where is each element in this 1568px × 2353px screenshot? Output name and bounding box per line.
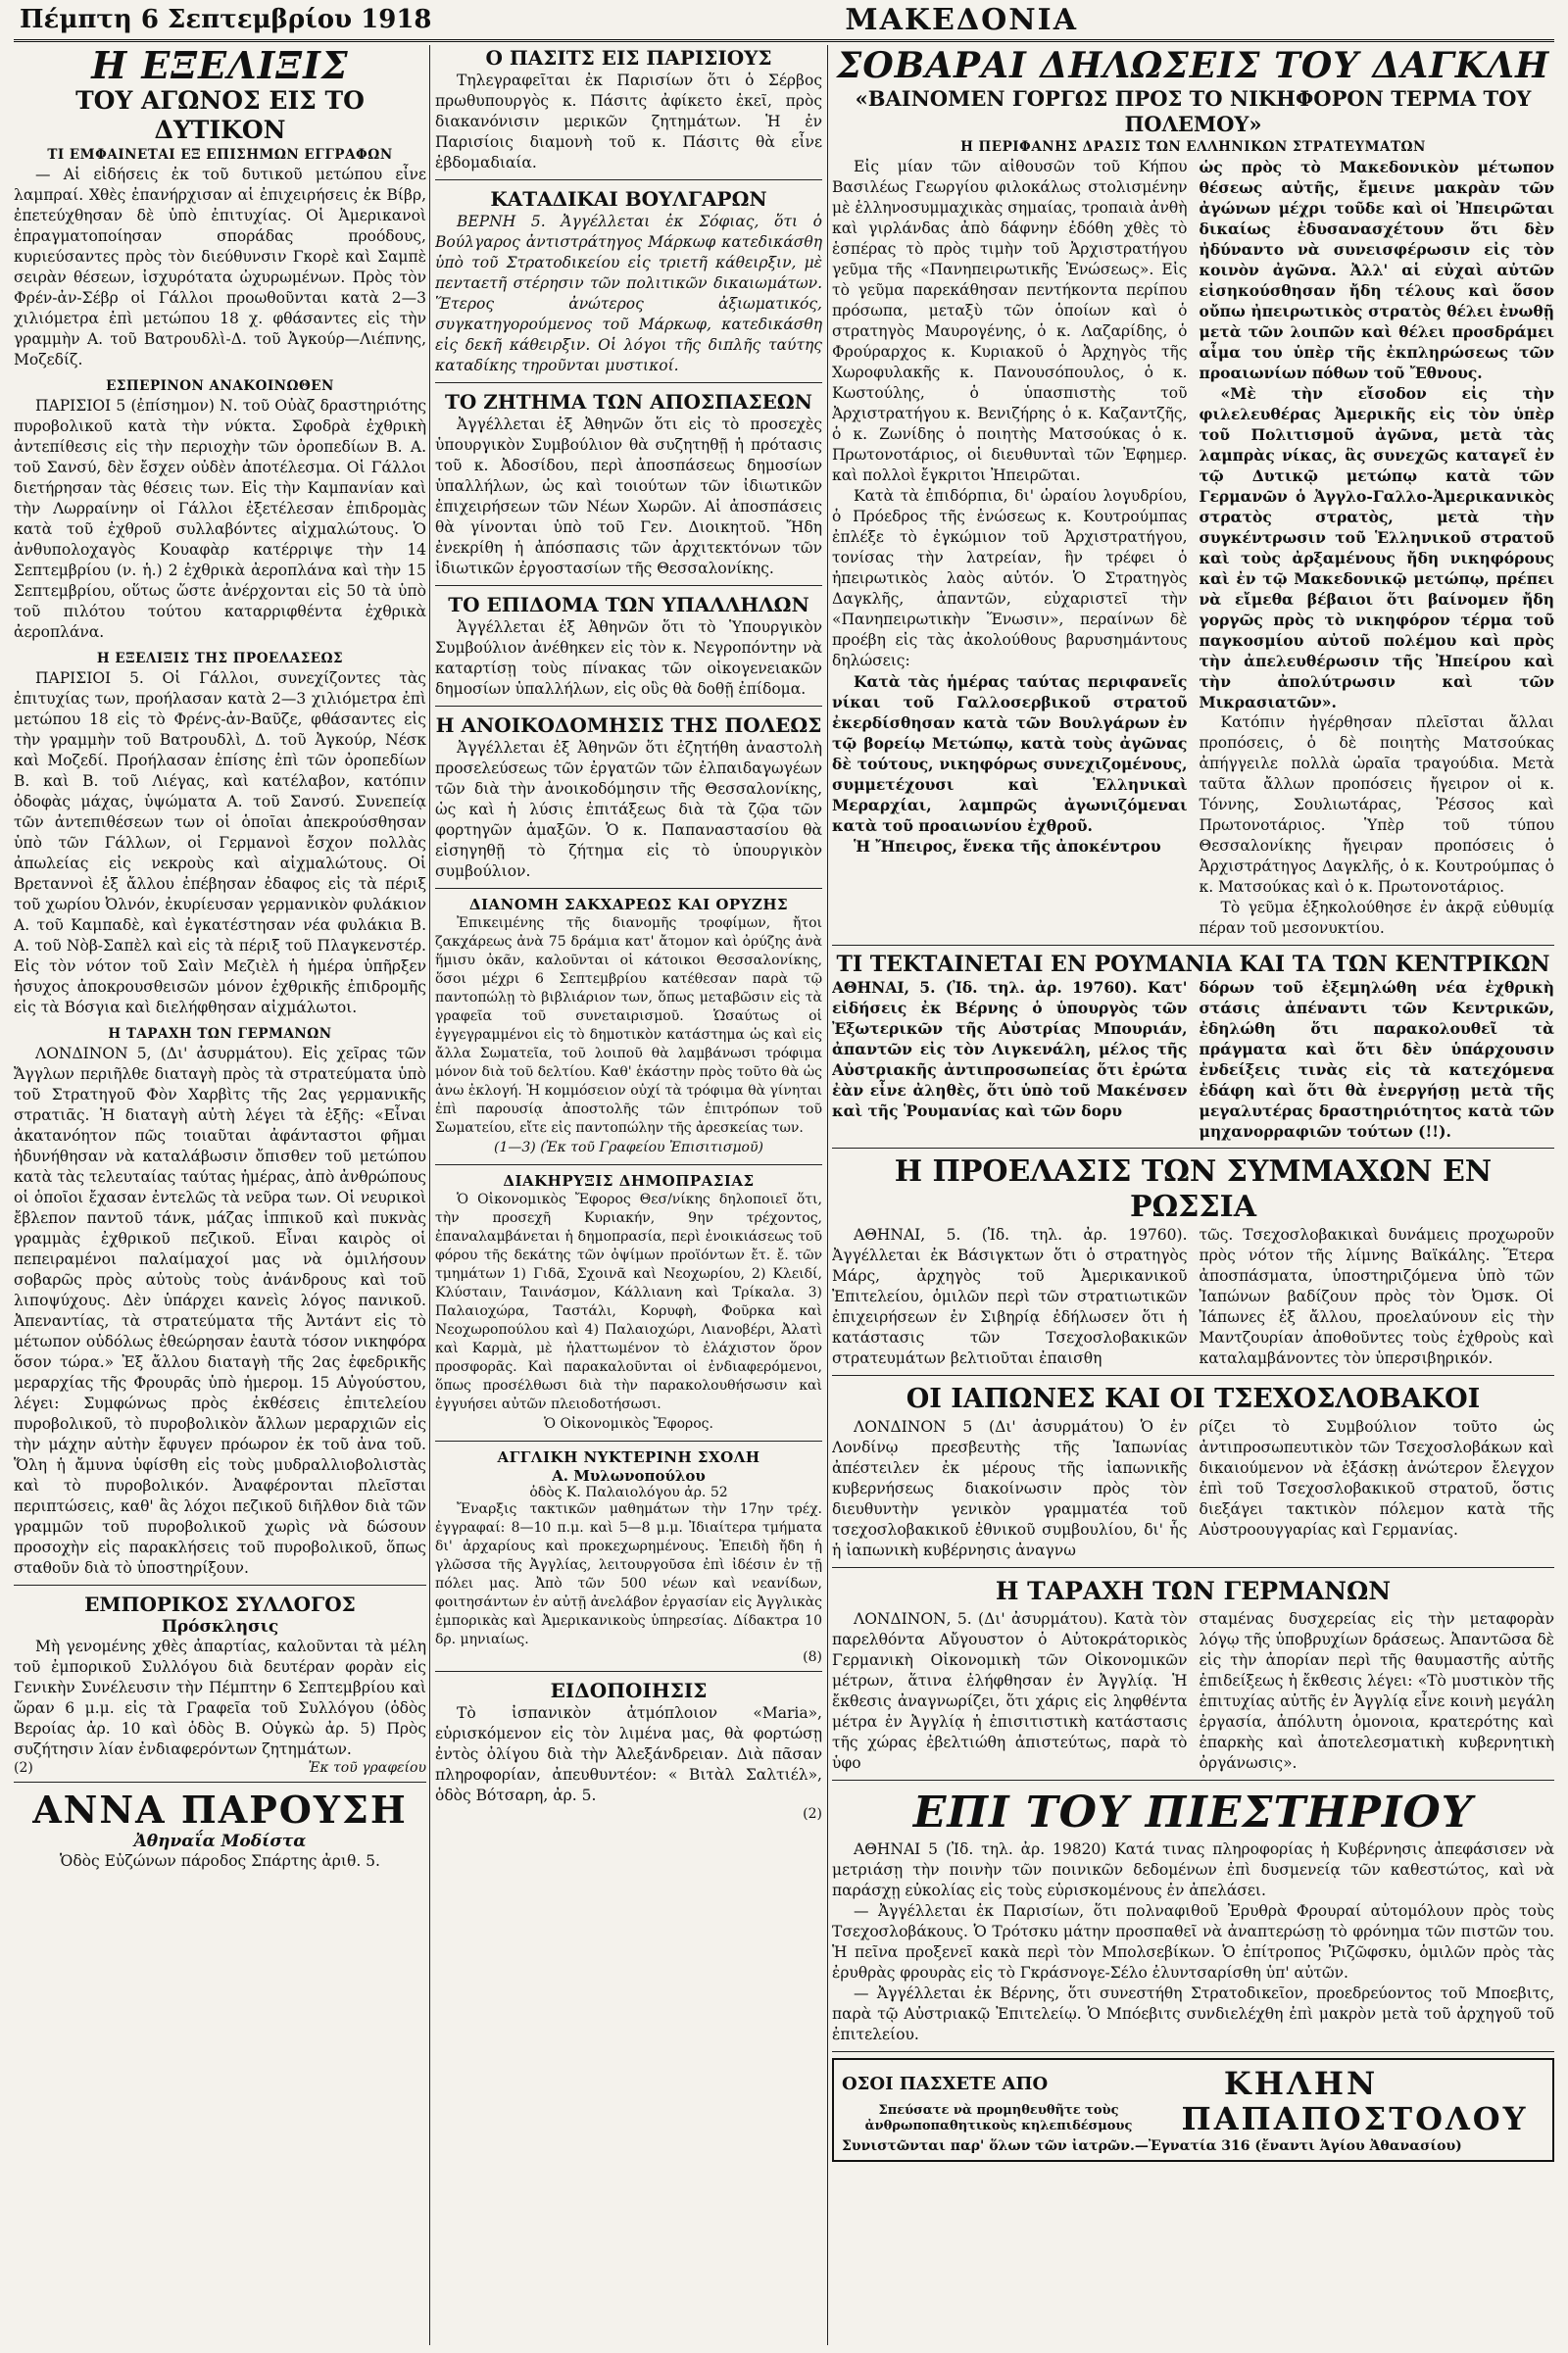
- article-body: Ὁ Οἰκονομικὸς Ἔφορος Θεσ/νίκης δηλοποιεῖ ὅτι, τὴν προσεχῆ Κυριακήν, 9ην τρέχοντος, ἐπαναλαμβάνεται ἡ δημοπρασία, περὶ ἐνοικιάσεως τοῦ φόρου τῆς δεκάτης τῶν ὀψίμων προϊόντων ἔτ. ἔ. τῶν τμημάτων 1) Γιδᾶ, Σχοινᾶ καὶ Νεοχωρίου, 2) Κλειδί, Κλύσταιν, Ταινάσμον, Κάλλιανη καὶ Τρίκαλα. 3) Παλαιοχώρα, Ταστάλι, Κορυφὴ, Φοῦρκα καὶ Νεοχωροπούλου καὶ 4) Παλαιοχώρι, Λιανοβέρι, Ἀλατὶ καὶ Καρμὰ, μὲ ἠλαττωμένον τὸ ἐλάχιστον ὅρον προσφορᾶς. Καὶ παρακαλοῦνται οἱ ἐνδιαφερόμενοι, ὅπως προσέλθωσι διὰ τὴν παρακολουθήσωσιν καὶ ἐγγυήσει αὐτῶν πλειοδοτήσωσι.: [435, 1192, 822, 1412]
- article-body: ρίζει τὸ Συμβούλιον τοῦτο ὡς ἀντιπροσωπευτικὸν τῶν Τσεχοσλοβάκων καὶ δικαιούμενον νὰ ἐξάσκῃ ἀνώτερον ἔλεγχον ἐπὶ τοῦ Τσεχοσλοβακικοῦ στρατοῦ, ὅστις διεξάγει τακτικὸν πόλεμον κατὰ τῆς Αὐστροουγγαρίας καὶ Γερμανίας.: [1199, 1418, 1554, 1539]
- columns: [14, 45, 1554, 2345]
- lead-title: ΣΟΒΑΡΑΙ ΔΗΛΩΣΕΙΣ ΤΟΥ ΔΑΓΚΛΗ: [836, 45, 1550, 86]
- ad-subtitle: Πρόσκλησις: [161, 1617, 279, 1637]
- ad-address: ὁδὸς Κ. Παλαιολόγου ἀρ. 52: [529, 1485, 728, 1500]
- article-title: ΚΑΤΑΔΙΚΑΙ ΒΟΥΛΓΑΡΩΝ: [490, 187, 767, 211]
- article-body: — Ἀγγέλλεται ἐκ Βέρνης, ὅτι συνεστήθη Στρατοδικεῖον, προεδρεύοντος τοῦ Μποεβιτς, παρὰ τῷ Αὐστριακῷ Ἐπιτελείῳ. Ὁ Μπόεβιτς συνδιελέχθη ἐπὶ μακρὸν μετὰ τοῦ ἀρχηγοῦ τοῦ ἐπιτελείου.: [832, 1985, 1554, 2043]
- article-body: ΑΘΗΝΑΙ, 5. (Ἰδ. τηλ. ἀρ. 19760). Ἀγγέλλεται ἐκ Βάσιγκτων ὅτι ὁ στρατηγὸς Μάρς, ἀρχηγὸς τοῦ Ἀμερικανικοῦ Ἐπιτελείου, ὁμιλῶν περὶ τῶν στρατιωτικῶν ἐπιχειρήσεων ἐν Σιβηρίᾳ ἐδήλωσεν ὅτι ἡ κατάστασις τῶν Τσεχοσλοβακικῶν στρατευμάτων βελτιοῦται ἐπαισθη: [832, 1226, 1188, 1367]
- article-body: ΛΟΝΔΙΝΟΝ 5, (Δι' ἀσυρμάτου). Εἰς χεῖρας τῶν Ἄγγλων περιῆλθε διαταγὴ πρὸς τὰ στρατεύματα ὑπὸ τοῦ Στρατηγοῦ Φὸν Χαρβὶτς τῆς 2ας γερμανικῆς στρατιᾶς. Ἡ διαταγὴ αὐτὴ λέγει τὰ ἑξῆς: «Εἶναι ἀκατανόητον πῶς τοιαῦται ἀφάνταστοι φῆμαι ἠδυνήθησαν νὰ καταλάβωσιν ὄπισθεν τοῦ μετώπου κατὰ τὰς τελευταίας ταύτας ἡμέρας, ἀπὸ ἀνθρώπους οἱ ὁποῖοι ἔχασαν ἐντελῶς τὰ νεῦρα των. Οἱ νευρικοὶ ἔβλεπον παντοῦ τάνκ, μάζας ἱππικοῦ καὶ πυκνὰς γραμμὰς ἐχθρικοῦ πεζικοῦ. Εἶναι καιρὸς οἱ πεπειραμένοι παλαίμαχοί μας νὰ ὁμιλήσουν σοβαρῶς πρὸς αὐτοὺς τοὺς ἀνάνδρους καὶ τοῦ λιποψύχους. Δὲν ὑπάρχει κανεὶς λόγος πανικοῦ. Ἀπεναντίας, τὰ στρατεύματα τῆς Ἀντάντ εἰς τὸ μέτωπον οὐδόλως ἐθεώρησαν ἑαυτὰ τόσον νικηφόρα ὅσον τώρα.» Ἐξ ἄλλου διαταγὴ τῆς 2ας ἐφεδρικῆς μεραρχίας τῆς Φρουρᾶς ὑπὸ ἡμερομ. 15 Αὐγούστου, λέγει: Συμφώνως πρὸς ἐκθέσεις ἐπιτελείου πυροβολικοῦ, τὸ πυροβολικὸν ἄλλων μεραρχιῶν εἰς τὴν μάχην αὐτὴν ἔφυγεν πρόωρον ἐκ τοῦ ἀνα τοῦ. Ὅλη ἡ ἄμυνα ὑφίσθη εἰς τοὺς μυδραλλιοβολιστὰς καὶ τὸ πυροβολικόν. Ἀναφέρονται πλεῖσται περιπτώσεις, καθ' ἃς λόχοι πεζικοῦ διῆλθον διὰ τῶν γραμμῶν τοῦ πυροβολικοῦ χωρὶς νὰ δώσουν προσοχὴν εἰς παρακλήσεις τοῦ πυροβολικοῦ, ὅπως σταθοῦν διὰ τὸ ὑποστηρίξουν.: [14, 1045, 426, 1577]
- divider: [435, 888, 822, 889]
- article-body: ὡς πρὸς τὸ Μακεδονικὸν μέτωπον θέσεως αὐτῆς, ἔμεινε μακρὰν τῶν ἀγώνων μέχρι τοῦδε καὶ οἱ Ἠπειρῶται δικαίως ἐδυσανασχέτουν ὅτι δὲν ἠδύναντο νὰ συνεισφέρωσιν εἰς τὸν κοινὸν ἀγῶνα. Ἀλλ' αἱ εὐχαὶ αὐτῶν εἰσηκούσθησαν ἤδη τέλους καὶ ὅσον οὔπω ἠπειρωτικὸς στρατὸς θέλει ἐνωθῇ μετὰ τῶν λοιπῶν καὶ θέλει προσδράμει αἷμα του ὑπὲρ τῆς ἐκπληρώσεως τῶν προαιωνίων πόθων τοῦ Ἔθνους.: [1199, 158, 1554, 382]
- divider: [435, 706, 822, 707]
- article-body: — Αἱ εἰδήσεις ἐκ τοῦ δυτικοῦ μετώπου εἶνε λαμπραί. Χθὲς ἐπανήρχισαν αἱ ἐπιχειρήσεις ἐκ Βίβρ, ἐπετεύχθησαν δὲ ὑπὸ ἐπιτυχίας. Οἱ Ἀμερικανοὶ ἐπραγματοποίησαν σποράδας προόδους, κυριεύσαντες πρὸς τὸν διεύθυνσιν Γκορὲ καὶ Σαμπὲ σειρὰν θέσεων, ἰσχυρότατα ὠχυρωμένων. Πρὸς τὸν Φρέν-ἀν-Σέβρ οἱ Γάλλοι προωθοῦνται κατὰ 2—3 χιλιόμετρα ἐπὶ μετώπου 18 χ. φθάσαντες εἰς τὴν γραμμὴν Α. τοῦ Βατρουδλὶ-Δ. τοῦ Ἀγκούρ—Λιέπνης, Μοζεδίζ.: [14, 166, 426, 368]
- article-title: ΟΙ ΙΑΠΩΝΕΣ ΚΑΙ ΟΙ ΤΣΕΧΟΣΛΟΒΑΚΟΙ: [906, 1384, 1481, 1414]
- column-rule: [429, 45, 430, 2345]
- column-2: [435, 45, 822, 2345]
- article-title: Η ΤΑΡΑΧΗ ΤΩΝ ΓΕΡΜΑΝΩΝ: [995, 1577, 1392, 1605]
- article-subtitle: ΤΟΥ ΑΓΩΝΟΣ ΕΙΣ ΤΟ ΔΥΤΙΚΟΝ: [75, 86, 365, 144]
- divider: [832, 1567, 1554, 1568]
- article-signature: (1—3) (Ἐκ τοῦ Γραφείου Ἐπισιτισμοῦ): [494, 1140, 763, 1155]
- article-body: Ἐπικειμένης τῆς διανομῆς τροφίμων, ἤτοι ζακχάρεως ἀνὰ 75 δράμια κατ' ἄτομον καὶ ὀρύζης ἀνὰ ἥμισυ ὀκᾶν, καλοῦνται οἱ κάτοικοι Θεσσαλονίκης, ὅσοι μέχρι 6 Σεπτεμβρίου κατέθεσαν παρὰ τῷ παντοπώλῃ τὸ βιβλιάριον των, ὅπως μεταβῶσιν εἰς τὰ γραφεῖα τοῦ συνεταιρισμοῦ. Ὡσαύτως οἱ ἐγγεγραμμένοι εἰς τὸ δημοτικὸν κατάστημα ὡς καὶ εἰς ἄλλα Σωματεῖα, τοῦ λοιποῦ θὰ λαμβάνωσι τρόφιμα μόνον διὰ τοῦ δελτίου. Καθ' ἑκάστην πρὸς τοῦτο θὰ ὡς ἀνω ἐκλογή. Ἡ κομμόσειον οὐχί τὰ τρόφιμα θὰ γίνηται ἐπὶ παρουσίᾳ ἀποστολῆς τῶν ἐπιτρόπων τοῦ Σωματείου, εἴτε εἰς παντοπώλην τῆς ἀρεσκείας των.: [435, 915, 822, 1136]
- article-body: δόρων τοῦ ἐξεμηλώθη νέα ἐχθρικὴ στάσις ἀπέναντι τῶν Κεντρικῶν, ἐδηλώθη ὅτι παρακολουθεῖ τὰ πράγματα καὶ ὅτι δὲν ὑπάρχουσιν ἐνδείξεις τινὰς εἰς τὰ κατεχόμενα ἐδάφη καὶ ὅτι θὰ ἐνεργήσῃ μετὰ τῆς μεγαλυτέρας δραστηριότητος κατὰ τῶν μηχανορραφιῶν τούτων (!!).: [1199, 978, 1554, 1141]
- ad-footer-text: Συνιστῶνται παρ' ὅλων τῶν ἰατρῶν.—Ἐγνατία 316 (ἔναντι Ἁγίου Ἀθανασίου): [842, 2138, 1462, 2154]
- article-title: ΔΙΑΚΗΡΥΞΙΣ ΔΗΜΟΠΡΑΣΙΑΣ: [503, 1172, 755, 1190]
- article-body: Κατὰ τὰς ἡμέρας ταύτας περιφανεῖς νίκαι τοῦ Γαλλοσερβικοῦ στρατοῦ ἐκερδίσθησαν κατὰ τῶν Βουλγάρων ἐν τῷ βορείῳ Μετώπῳ, κατὰ τοὺς ἀγῶνας δὲ τούτους, νικηφόρως συνεχιζομένους, συμμετέχουσι καὶ Ἑλληνικαὶ Μεραρχίαι, λαμπρῶς ἀγωνιζόμεναι κατὰ τοῦ προαιωνίου ἐχθροῦ.: [832, 672, 1188, 835]
- ad-signature: Ἐκ τοῦ γραφείου: [308, 1760, 426, 1776]
- ad-lead: ΟΣΟΙ ΠΑΣΧΕΤΕ ΑΠΟ: [842, 2073, 1049, 2094]
- article-body: Τηλεγραφεῖται ἐκ Παρισίων ὅτι ὁ Σέρβος πρωθυπουργὸς κ. Πάσιτς ἀφίκετο ἐκεῖ, πρὸς διακανόνισιν μερικῶν ζητημάτων. Ἡ ἐν Παρισίοις διαμονὴ τοῦ κ. Πάσιτς θὰ εἶνε ἑβδομαδιαία.: [435, 72, 822, 172]
- article-title: ΔΙΑΝΟΜΗ ΣΑΚΧΑΡΕΩΣ ΚΑΙ ΟΡΥΖΗΣ: [468, 896, 789, 913]
- divider: [832, 2051, 1554, 2052]
- article-body-columns: [832, 1225, 1554, 1369]
- article-title: ΕΣΠΕΡΙΝΟΝ ΑΝΑΚΟΙΝΩΘΕΝ: [106, 378, 334, 394]
- ad-address: Ὁδὸς Εὐζώνων πάροδος Σπάρτης ἀριθ. 5.: [60, 1852, 380, 1870]
- article-body-columns: [832, 977, 1554, 1142]
- article-body: Ἡ Ἤπειρος, ἕνεκα τῆς ἀποκέντρου: [854, 837, 1161, 856]
- ad-small-text: Σπεύσατε νὰ προμηθευθῆτε τοὺς ἀνθρωποπαθητικοὺς κηλεπιδέσμους: [864, 2103, 1133, 2133]
- article-title: Η ΕΞΕΛΙΞΙΣ ΤΗΣ ΠΡΟΕΛΑΣΕΩΣ: [96, 651, 344, 666]
- article-body-columns: [832, 1609, 1554, 1774]
- article-body: Κατὰ τὰ ἐπιδόρπια, δι' ὡραίου λογυδρίου, ὁ Πρόεδρος τῆς ἑνώσεως κ. Κουτρούμπας ἐπλέξε τὸ ἐγκώμιον τοῦ Ἀρχιστρατήγου, τονίσας τὴν λατρείαν, ἣν τρέφει ὁ ἠπειρωτικὸς λαὸς αὐτόν. Ὁ Στρατηγὸς Δαγκλῆς, ἀπαντῶν, εὐχαριστεῖ τὴν «Πανηπειρωτικὴν Ἕνωσιν», περαίνων δὲ προέβη εἰς τὰς ἀκολούθους βαρυσημάντους δηλώσεις:: [832, 487, 1188, 669]
- ad-title: ΕΙΔΟΠΟΙΗΣΙΣ: [550, 1679, 708, 1702]
- column-1: [14, 45, 426, 2345]
- article-title: ΕΠΙ ΤΟΥ ΠΙΕΣΤΗΡΙΟΥ: [912, 1788, 1474, 1838]
- divider: [435, 179, 822, 180]
- ad-footer: [14, 1760, 426, 1776]
- article-body: σταμένας δυσχερείας εἰς τὴν μεταφορὰν λόγῳ τῆς ὑποβρυχίων δράσεως. Ἀπαντῶσα δὲ εἰς τὴν ἀπορίαν περὶ τῆς θαυμαστῆς αὐτῆς ἐπιδείξεως ἡ ἔκθεσις λέγει: «Τὸ μυστικὸν τῆς ἐπιτυχίας αὐτῆς ἐν Ἀγγλίᾳ εἶνε κοινὴ μεγάλη ἐργασία, ἀπόλυτη ὁμονοια, κρατερότης καὶ ἐπαρκὴς καὶ ἀποτελεσματικὴ κυβερνητικὴ ὀργάνωσις».: [1199, 1610, 1554, 1772]
- ad-name: ΑΝΝΑ ΠΑΡΟΥΣΗ: [32, 1788, 408, 1832]
- article-title: ΤΟ ΕΠΙΔΟΜΑ ΤΩΝ ΥΠΑΛΛΗΛΩΝ: [448, 593, 809, 616]
- article-body: Κατόπιν ἠγέρθησαν πλεῖσται ἄλλαι προπόσεις, ὁ δὲ ποιητὴς Ματσούκας ἀπήγγειλε πολλὰ ὡραῖα τραγούδια. Μετὰ ταῦτα ἄλλων προπόσεις ἤγειρον οἱ κ. Τόννης, Σουλιωτάρας, Ῥέσσος καὶ Πρωτονοτάριος. Ὑπὲρ τοῦ τύπου Θεσσαλονίκης ἤγειραν προπόσεις ὁ Ἀρχιστράτηγος Δαγκλῆς, ὁ κ. Κουτρούμπας ὁ κ. Ματσούκας καὶ ὁ κ. Πρωτονοτάριος.: [1199, 713, 1554, 896]
- lead-body: [832, 157, 1554, 939]
- divider: [435, 1441, 822, 1442]
- lead-subtitle: «ΒΑΙΝΟΜΕΝ ΓΟΡΓΩΣ ΠΡΟΣ ΤΟ ΝΙΚΗΦΟΡΟΝ ΤΕΡΜΑ ΤΟΥ ΠΟΛΕΜΟΥ»: [855, 86, 1532, 136]
- article-body: ΠΑΡΙΣΙΟΙ 5 (ἐπίσημον) Ν. τοῦ Οὐὰζ δραστηριότης πυροβολικοῦ κατὰ τὴν νύκτα. Σφοδρὰ ἐχθρικὴ ἀντεπίθεσις εἰς τὴν περιοχὴν τῶν ὀροπεδίων Β. Α. τοῦ Σανσύ, δὲν ἔσχεν οὐδὲν ἀποτέλεσμα. Οἱ Γάλλοι διετήρησαν τὰς θέσεις των. Εἰς τὴν Καμπανίαν καὶ τὴν Λωρραίνην οἱ Γάλλοι ἐξετέλεσαν ἐπιδρομὰς κατὰ τοῦ ἐχθροῦ συλλαβόντες αἰχμαλώτους. Ὁ ἀνθυπολοχαγὸς Κουαφὰρ κατέρριψε τὴν 14 Σεπτεμβρίου (ν. ἡ.) 2 ἐχθρικὰ ἀεροπλάνα καὶ τὴν 15 Σεπτεμβρίου, οὕτως ὥστε ἀνέρχονται εἰς 50 τὰ ὑπὸ τοῦ πιλότου τούτου καταρριφθέντα ἐχθρικὰ ἀεροπλάνα.: [14, 397, 426, 641]
- advertisement: [832, 2058, 1554, 2162]
- divider: [832, 1780, 1554, 1781]
- divider: [14, 1585, 426, 1586]
- ad-number: (8): [803, 1649, 822, 1665]
- divider: [832, 1375, 1554, 1376]
- ad-number: (2): [14, 1760, 33, 1776]
- ad-title: ΑΓΓΛΙΚΗ ΝΥΚΤΕΡΙΝΗ ΣΧΟΛΗ: [497, 1448, 760, 1466]
- article-title: Ο ΠΑΣΙΤΣ ΕΙΣ ΠΑΡΙΣΙΟΥΣ: [485, 46, 772, 70]
- divider: [832, 945, 1554, 946]
- paper-name: ΜΑΚΕΔΟΝΙΑ: [845, 2, 1078, 37]
- divider: [832, 1148, 1554, 1149]
- article-title: ΤΙ ΤΕΚΤΑΙΝΕΤΑΙ ΕΝ ΡΟΥΜΑΝΙΑ ΚΑΙ ΤΑ ΤΩΝ ΚΕΝΤΡΙΚΩΝ: [836, 952, 1550, 977]
- ad-title: ΕΜΠΟΡΙΚΟΣ ΣΥΛΛΟΓΟΣ: [84, 1593, 356, 1616]
- article-body: Ἀγγέλλεται ἐξ Ἀθηνῶν ὅτι τὸ Ὑπουργικὸν Συμβούλιον ἀνέθηκεν εἰς τὸν κ. Νεγροπόντην νὰ καταρτίσῃ τοὺς πίνακας τῶν οἰκογενειακῶν δημοσίων ὑπαλλήλων, εἰς οὓς θὰ δοθῇ ἐπίδομα.: [435, 618, 822, 698]
- article-body: τῶς. Τσεχοσλοβακικαὶ δυνάμεις προχωροῦν πρὸς νότον τῆς λίμνης Βαϊκάλης. Ἕτερα ἀποσπάσματα, ὑποστηριζόμενα ὑπὸ τῶν Ἰαπώνων βαδίζουν πρὸς τὸν Ὀμσκ. Οἱ Ἰάπωνες ἐξ ἄλλου, προελαύνουν εἰς τὴν Μαντζουρίαν ἀποθοῦντες τοὺς ἐχθροὺς καὶ καταλαμβάνοντες τὸν ὑπερσιβηρικόν.: [1199, 1226, 1554, 1367]
- ad-body: Μὴ γενομένης χθὲς ἀπαρτίας, καλοῦνται τὰ μέλη τοῦ ἐμπορικοῦ Συλλόγου διὰ δευτέραν φορὰν εἰς Γενικὴν Συνέλευσιν τὴν Πέμπτην 6 Σεπτεμβρίου καὶ ὥραν 6 μ.μ. εἰς τὰ Γραφεῖα τοῦ Συλλόγου (ὁδὸς Βεροίας ἀρ. 10 καὶ ὁδὸς Β. Οὐγκὼ ἀρ. 5) Πρὸς συζήτησιν λίαν ἐνδιαφερόντων ζητημάτων.: [14, 1638, 426, 1758]
- column-3: [832, 45, 1554, 2345]
- article-body: ΑΘΗΝΑΙ, 5. (Ἰδ. τηλ. ἀρ. 19760). Κατ' εἰδήσεις ἐκ Βέρνης ὁ ὑπουργὸς τῶν Ἐξωτερικῶν τῆς Αὐστρίας Μπουριάν, ἀπαντῶν εἰς τὸν Λιγκενάλη, μέλος τῆς Αὐστριακῆς ἀντιπροσωπείας ὅτι ἐρώτα ἐὰν εἶνε ἀληθὲς, ὅτι ὑπὸ τοῦ Μακένσεν καὶ τῆς Ῥουμανίας καὶ τῶν δορυ: [832, 978, 1188, 1120]
- article-title: ΤΟ ΖΗΤΗΜΑ ΤΩΝ ΑΠΟΣΠΑΣΕΩΝ: [445, 390, 812, 414]
- article-title: Η ΠΡΟΕΛΑΣΙΣ ΤΩΝ ΣΥΜΜΑΧΩΝ ΕΝ ΡΩΣΣΙΑ: [894, 1154, 1493, 1224]
- article-kicker: ΤΙ ΕΜΦΑΙΝΕΤΑΙ ΕΞ ΕΠΙΣΗΜΩΝ ΕΓΓΡΑΦΩΝ: [47, 147, 393, 163]
- article-body: ΑΘΗΝΑΙ 5 (Ἰδ. τηλ. ἀρ. 19820) Κατά τινας πληροφορίας ἡ Κυβέρνησις ἀπεφάσισεν νὰ μετριάσῃ τὴν ποινὴν τῶν ποινικῶν δεδομένων ἐπὶ δυσμενείᾳ τῶν καθεστώτος, καὶ νὰ παράσχῃ εὐκολίας εἰς τοὺς εὑρισκομένους ἐν ἀπελάσει.: [832, 1840, 1554, 1899]
- article-title: Η ΕΞΕΛΙΞΙΣ: [91, 45, 349, 87]
- ad-body: Ἔναρξις τακτικῶν μαθημάτων τὴν 17ην τρέχ. ἐγγραφαί: 8—10 π.μ. καὶ 5—8 μ.μ. Ἰδιαίτερα τμήματα δι' ἀρχαρίους καὶ προκεχωρημένους. Ἐπειδὴ ἤδη ἡ γλῶσσα τῆς Ἀγγλίας, λειτουργοῦσα ἐπὶ ἰδέσιν ἐν τῇ πόλει μας. Ἀπὸ τῶν 500 νέων καὶ νεανίδων, φοιτησάντων ἐν αὐτῇ ἀνελάβον ἐργασίαν εἰς Ἀγγλικὰς ἐμπορικὰς καὶ Ἀμερικανικοὺς ὑπηρεσίας. Δίδακτρα 10 δρ. μηνιαίως.: [435, 1501, 822, 1647]
- article-body: «Μὲ τὴν εἴσοδον εἰς τὴν φιλελευθέρας Ἀμερικῆς εἰς τὸν ὑπὲρ τοῦ Πολιτισμοῦ ἀγῶνα, μετὰ τὰς λαμπρὰς νίκας, ἃς συνεχῶς καταγεῖ ἐν τῷ Δυτικῷ μετώπῳ κατὰ τῶν Γερμανῶν ὁ Ἀγγλο-Γαλλο-Ἀμερικανικὸς στρατὸς στρατὸς, μετὰ τὴν συγκέντρωσιν τοῦ Ἑλληνικοῦ στρατοῦ καὶ τοὺς ἀρξαμένους ἤδη νικηφόρους καὶ ἐν τῷ Μακεδονικῷ μετώπῳ, πρέπει νὰ εἴμεθα βέβαιοι ὅτι βαίνομεν ἤδη γοργῶς πρὸς τὸ νικηφόρον τέρμα τοῦ παγκοσμίου αὐτοῦ πολέμου καὶ πρὸς τὴν ἀπελευθέρωσιν τῆς Ἠπείρου καὶ τὴν ἀπολύτρωσιν καὶ τῶν Μικρασιατῶν».: [1199, 384, 1554, 711]
- article-signature: Ὁ Οἰκονομικὸς Ἔφορος.: [544, 1416, 713, 1432]
- divider: [14, 1782, 426, 1783]
- masthead: [14, 0, 1554, 42]
- article-body-columns: [832, 1417, 1554, 1561]
- article-title: Η ΑΝΟΙΚΟΔΟΜΗΣΙΣ ΤΗΣ ΠΟΛΕΩΣ: [435, 713, 822, 737]
- ad-number: (2): [803, 1806, 822, 1822]
- divider: [435, 585, 822, 586]
- article-body: ΛΟΝΔΙΝΟΝ 5 (Δι' ἀσυρμάτου) Ὁ ἐν Λονδίνῳ πρεσβευτὴς τῆς Ἰαπωνίας ἀπέστειλεν ἐκ μέρους τῆς ἰαπωνικῆς κυβερνήσεως διακοίνωσιν πρὸς τὸν διευθυντὴν γενικὸν γραμματέα τοῦ τσεχοσλοβακικοῦ ἐθνικοῦ συμβουλίου, δι' ἧς ἡ ἰαπωνικὴ κυβέρνησις ἀναγνω: [832, 1418, 1188, 1559]
- column-rule: [827, 45, 828, 2345]
- article-body: Τὸ γεῦμα ἐξηκολούθησε ἐν ἀκρᾷ εὐθυμίᾳ πέραν τοῦ μεσονυκτίου.: [1199, 899, 1554, 937]
- article-body: Εἰς μίαν τῶν αἰθουσῶν τοῦ Κήπου Βασιλέως Γεωργίου φιλοκάλως στολισμένην μὲ ἑλληνοσυμμαχικὰς σημαίας, τροπαιὰ ἀνθὴ καὶ γιρλάνδας ἀπὸ δάφνην ἐδόθη χθὲς τὸ ἑσπέρας τὸ πρὸς τιμὴν τοῦ Ἀρχιστρατήγου γεῦμα τῆς «Πανηπειρωτικῆς Ἑνώσεως». Εἰς τὸ γεῦμα παρεκάθησαν πεντήκοντα περίπου πρόσωπα, μεταξὺ τῶν ὁποίων καὶ ὁ στρατηγὸς Μαυρογένης, ὁ κ. Λαζαρίδης, ὁ Φρούραρχος κ. Κυριακοῦ ὁ Ἀρχηγὸς τῆς Χωροφυλακῆς κ. Πανουσόπουλος, ὁ κ. Κωστούλης, ὁ ὑπασπιστὴς τοῦ Ἀρχιστρατήγου κ. Βενιζήρης ὁ κ. Καζαντζῆς, ὁ κ. Ζωνίδης ὁ ποιητὴς Ματσούκας ὁ κ. Πρωτονοτάριος, οἱ διευθυνταὶ τῶν Ἐφημερ. καὶ πολλοὶ ἔγκριτοι Ἠπειρῶται.: [832, 158, 1188, 484]
- divider: [435, 382, 822, 383]
- ad-name: ΠΑΠΑΠΟΣΤΟΛΟΥ: [1181, 2100, 1529, 2137]
- ad-body: Τὸ ἰσπανικὸν ἀτμόπλοιον «Maria», εὑρισκόμενον εἰς τὸν λιμένα μας, θὰ φορτώσῃ ἐντὸς ὀλίγου διὰ τὴν Ἀλεξάνδρειαν. Διὰ πᾶσαν πληροφορίαν, ἀπευθυντέον: « Βιτὰλ Σαλτιέλ», ὁδὸς Βότσαρη, ἀρ. 5.: [435, 1704, 822, 1804]
- article-body: ΠΑΡΙΣΙΟΙ 5. Οἱ Γάλλοι, συνεχίζοντες τὰς ἐπιτυχίας των, προήλασαν κατὰ 2—3 χιλιόμετρα ἐπὶ μετώπου 18 εἰς τὸ Φρένς-ἀν-Βαῦζε, φθάσαντες εἰς τὴν γραμμὴν τοῦ Βατρουδλὶ, Δ. τοῦ Ἀγκούρ, Νέσκ καὶ Μοζεδί. Προήλασαν ἐπίσης ἐπὶ τῶν ὀροπεδίων Β. καὶ Β. τοῦ Λιέγας, καὶ κατέλαβον, κατόπιν ὀδοφὰς μάχας, ὑψώματα Α. τοῦ Σανσύ. Συνεπείᾳ τῶν ἀντεπιθέσεων των οἱ ὁποῖαι ἀπεκρούσθησαν ὑπὸ τῶν Γάλλων, οἱ Γερμανοὶ ἔσχον πολλὰς ἀπωλείας εἰς νεκροὺς καὶ αἰχμαλώτους. Οἱ Βρεταννοὶ ἐξ ἄλλου ἐπέβησαν ἐδαφος εἰς τὰ πέριξ τοῦ χωρίου Ὀλνόν, ἐκυρίευσαν γερμανικὸν φυλάκιον Α. τοῦ Καμπαδὲ, καὶ ἐγκατέστησαν νέα φυλάκια Β. Α. τοῦ Νὸβ-Σαπὲλ καὶ εἰς τὰ πέριξ τοῦ Πλαγκενστέρ. Εἰς τὸν νότον τοῦ Σαὶν Μεζιὲλ ἡ ἡμέρα ὑπῆρξεν ἡσυχος ἀποκρουσθεισῶν μόνον ἐχθρικῆς ἐπιδρομῆς εἰς τὰ Βόσγια καὶ διελήφθησαν αἰχμάλωτοι.: [14, 669, 426, 1016]
- article-body: Ἀγγέλλεται ἐξ Ἀθηνῶν ὅτι εἰς τὸ προσεχὲς ὑπουργικὸν Συμβούλιον θὰ συζητηθῇ ἡ πρότασις τοῦ κ. Ἀδοσίδου, περὶ ἀποσπάσεως δημοσίων ὑπαλλήλων, ὡς καὶ τοιούτων τῶν ἰδιωτικῶν ἐπιχειρήσεων τῶν Νέων Χωρῶν. Αἱ ἀποσπάσεις θὰ γίνονται ὑπὸ τοῦ Γεν. Διοικητοῦ. Ἤδη ἐνεκρίθη ἡ ἀπόσπασις τῶν ἀρχιτεκτόνων τῶν ἰδιωτικῶν ἐργοστασίων τῆς Θεσσαλονίκης.: [435, 416, 822, 577]
- article-body: — Ἀγγέλλεται ἐκ Παρισίων, ὅτι πολναφιθοῦ Ἐρυθρὰ Φρουραί αὐτομόλουν πρὸς τοὺς Τσεχοσλοβάκους. Ὁ Τρότσκυ μάτην προσπαθεῖ νὰ ἀναπτερώσῃ τὸ φρόνημα τῶν πιστῶν του. Ἡ πεῖνα προξενεῖ κακὰ περὶ τὸν Μπολσεβίκων. Ὁ ἐπίτροπος Ῥιζῶφσκυ, ὁμιλῶν πρὸς τὰς ἐρυθρὰς φρουρὰς εἰς τὸ Γκράσνογε-Σέλο ἐλυντσαρίσθη ὑπ' αὐτῶν.: [832, 1902, 1554, 1982]
- article-body: Ἀγγέλλεται ἐξ Ἀθηνῶν ὅτι ἐζητήθη ἀναστολὴ προσελεύσεως τῶν ἐργατῶν τῶν ἐλπαιδαγωγέων τῶν διὰ τὴν ἀνοικοδόμησιν τῆς Θεσσαλονίκης, ὡς καὶ ἡ λύσις ἐπιτάξεως διὰ τὰ ζῷα τῶν φορτηγῶν ἁμαξῶν. Ὁ κ. Παπαναστασίου θὰ εἰσηγηθῇ τὸ ζήτημα εἰς τὸ ὑπουργικὸν συμβούλιον.: [435, 739, 822, 880]
- article-body: ΛΟΝΔΙΝΟΝ, 5. (Δι' ἀσυρμάτου). Κατὰ τὸν παρελθόντα Αὔγουστον ὁ Αὐτοκράτορικὸς Γερμανικὴ Οἰκονομικὴ τῶν Οἰκονομικῶν μέτρων, ἅτινα ἐλήφθησαν ἐν Ἀγγλίᾳ. Ἡ ἔκθεσις ἀναγνωρίζει, ὅτι χάρις εἰς ληφθέντα μέτρα ἐν Ἀγγλίᾳ ἡ ἐπισιτιστικὴ κατάστασις τῆς χώρας ἐβελτιώθη ἀπιστεύτως, παρὰ τὸ ὑφο: [832, 1610, 1188, 1772]
- article-title: Η ΤΑΡΑΧΗ ΤΩΝ ΓΕΡΜΑΝΩΝ: [108, 1026, 332, 1042]
- ad-subtitle: Ἀθηναΐα Μοδίστα: [133, 1832, 307, 1851]
- divider: [435, 1164, 822, 1165]
- ad-subtitle: Α. Μυλωνοπούλου: [552, 1467, 706, 1485]
- ad-headline: ΚΗΛΗΝ: [1223, 2065, 1379, 2102]
- issue-date: Πέμπτη 6 Σεπτεμβρίου 1918: [20, 5, 432, 34]
- divider: [435, 1671, 822, 1672]
- article-body: ΒΕΡΝΗ 5. Ἀγγέλλεται ἐκ Σόφιας, ὅτι ὁ Βούλγαρος ἀντιστράτηγος Μάρκωφ κατεδικάσθη ὑπὸ τοῦ Στρατοδικείου εἰς τριετῆ κάθειρξιν, μὲ πενταετῆ στέρησιν τῶν πολιτικῶν δικαιωμάτων. Ἕτερος ἀνώτερος ἀξιωματικός, συγκατηγορούμενος τοῦ Μάρκωφ, κατεδικάσθη εἰς δεκῆ κάθειρξιν. Οἱ λόγοι τῆς διπλῆς ταύτης καταδίκης τηροῦνται μυστικοί.: [435, 213, 822, 374]
- lead-kicker: Η ΠΕΡΙΦΑΝΗΣ ΔΡΑΣΙΣ ΤΩΝ ΕΛΛΗΝΙΚΩΝ ΣΤΡΑΤΕΥΜΑΤΩΝ: [960, 139, 1426, 155]
